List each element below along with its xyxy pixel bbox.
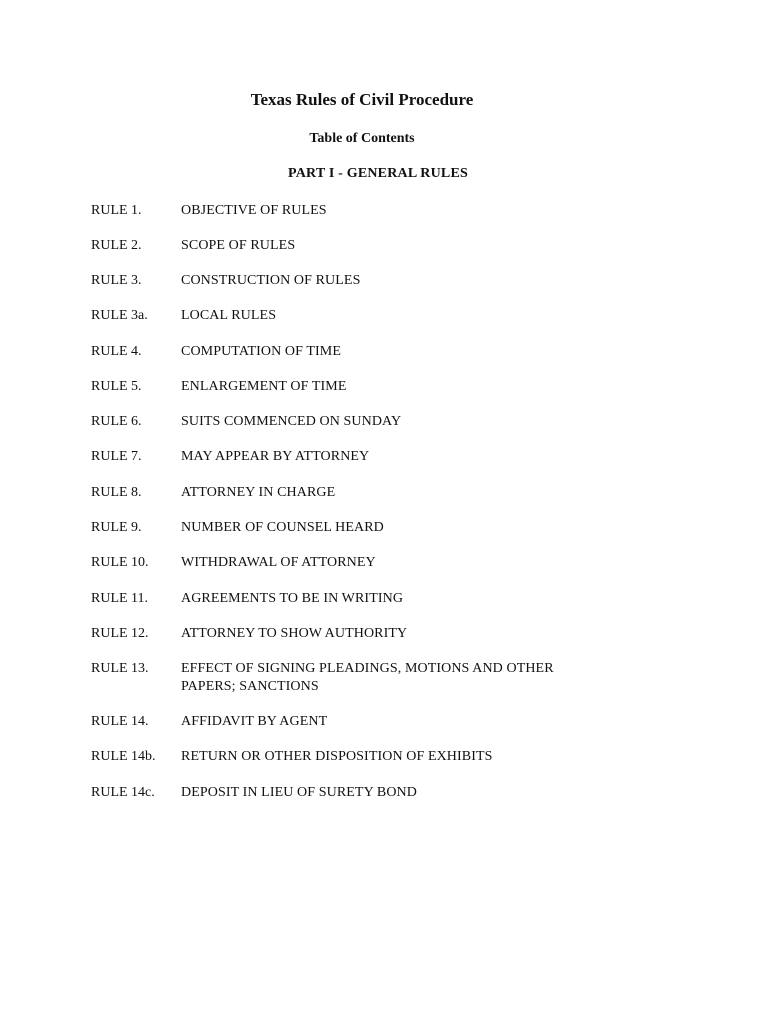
rule-title: CONSTRUCTION OF RULES	[181, 273, 361, 288]
rule-title: EFFECT OF SIGNING PLEADINGS, MOTIONS AND OTHER PAPERS; SANCTIONS	[181, 661, 554, 694]
rule-title: OBJECTIVE OF RULES	[181, 203, 327, 218]
rule-number: RULE 5.	[91, 379, 142, 394]
rule-title: COMPUTATION OF TIME	[181, 344, 341, 359]
rule-title: SCOPE OF RULES	[181, 238, 296, 253]
rule-title: ATTORNEY IN CHARGE	[181, 485, 336, 500]
rule-number: RULE 6.	[91, 414, 142, 429]
rule-number: RULE 2.	[91, 238, 142, 253]
rule-number: RULE 14b.	[91, 749, 156, 764]
rule-number: RULE 14c.	[91, 785, 155, 800]
rule-number: RULE 3a.	[91, 308, 148, 323]
rule-title: ATTORNEY TO SHOW AUTHORITY	[181, 626, 408, 641]
toc-heading: Table of Contents	[309, 131, 415, 146]
rule-number: RULE 11.	[91, 591, 149, 606]
rule-number: RULE 3.	[91, 273, 142, 288]
rule-title: NUMBER OF COUNSEL HEARD	[181, 520, 384, 535]
rule-number: RULE 8.	[91, 485, 142, 500]
part-heading: PART I - GENERAL RULES	[288, 166, 468, 181]
rule-number: RULE 12.	[91, 626, 149, 641]
rule-number: RULE 10.	[91, 555, 149, 570]
rule-number: RULE 13.	[91, 661, 149, 676]
rule-title: DEPOSIT IN LIEU OF SURETY BOND	[181, 785, 417, 800]
rule-number: RULE 4.	[91, 344, 142, 359]
page-title: Texas Rules of Civil Procedure	[250, 90, 474, 109]
rule-number: RULE 7.	[91, 449, 142, 464]
rule-number: RULE 9.	[91, 520, 142, 535]
rule-title: AFFIDAVIT BY AGENT	[181, 714, 328, 729]
rule-title: WITHDRAWAL OF ATTORNEY	[181, 555, 376, 570]
rule-title: AGREEMENTS TO BE IN WRITING	[181, 591, 404, 606]
rule-number: RULE 14.	[91, 714, 149, 729]
rule-title: MAY APPEAR BY ATTORNEY	[181, 449, 370, 464]
rule-number: RULE 1.	[91, 203, 142, 218]
rule-title: SUITS COMMENCED ON SUNDAY	[181, 414, 402, 429]
rule-title: LOCAL RULES	[181, 308, 277, 323]
rule-title: ENLARGEMENT OF TIME	[181, 379, 347, 394]
rule-title: RETURN OR OTHER DISPOSITION OF EXHIBITS	[181, 749, 493, 764]
